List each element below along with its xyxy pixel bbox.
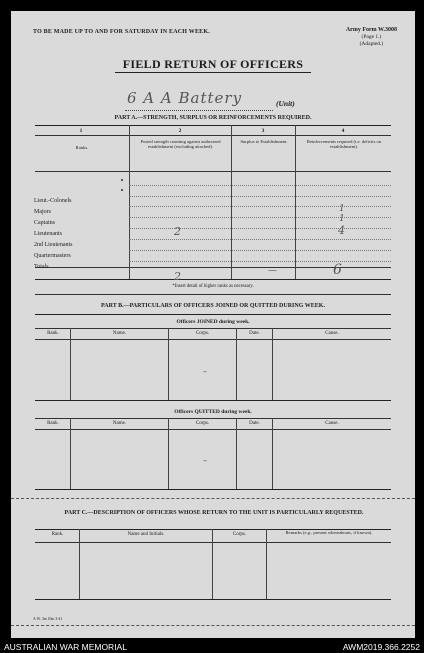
table-rule xyxy=(35,171,391,172)
form-page: (Page 1.) xyxy=(361,34,382,40)
col-corps: Corps. xyxy=(232,532,247,537)
part-b-heading: PART B.—PARTICULARS OF OFFICERS JOINED OR QUITTED DURING WEEK. xyxy=(101,303,325,309)
unit-label: (Unit) xyxy=(276,99,295,108)
table-rule xyxy=(35,429,391,430)
row-rule xyxy=(129,206,391,207)
table-rule xyxy=(35,135,391,136)
reinforcement-value: 4 xyxy=(338,224,345,237)
archive-caption-right: AWM2019.366.2252 xyxy=(342,642,420,652)
column-number: 3 xyxy=(261,128,265,134)
row-rule xyxy=(129,250,391,251)
table-rule xyxy=(35,125,391,126)
quitted-mark: – xyxy=(203,456,207,465)
column-divider xyxy=(236,418,237,489)
unit-handwritten: 6 A A Battery xyxy=(127,89,243,107)
unit-line xyxy=(125,110,273,111)
col-name-initials: Name and Initials. xyxy=(127,532,165,537)
column-header-reinforcements: Reinforcements required (i.e. deficits on establishment). xyxy=(306,139,382,150)
form-adapted: (Adapted.) xyxy=(359,41,384,47)
column-divider xyxy=(266,529,267,599)
column-divider xyxy=(231,125,232,279)
col-cause: Cause. xyxy=(325,421,339,426)
column-divider xyxy=(168,328,169,400)
column-divider xyxy=(236,328,237,400)
table-rule xyxy=(35,489,391,490)
asterisk-mark xyxy=(121,179,123,181)
rank-label: 2nd Lieutenants xyxy=(34,242,73,248)
joined-mark: – xyxy=(203,367,207,376)
form-name: Army Form W.3008 xyxy=(345,27,397,33)
col-name: Name. xyxy=(112,331,127,336)
rank-label: Lieutenants xyxy=(34,231,62,237)
column-divider xyxy=(168,418,169,489)
column-divider xyxy=(272,328,273,400)
rank-label: Majors xyxy=(34,209,51,215)
column-number: 1 xyxy=(79,128,83,134)
part-a-heading: PART A.—STRENGTH, SURPLUS OR REINFORCEMENTS REQUIRED. xyxy=(114,115,312,121)
col-rank: Rank. xyxy=(47,331,59,336)
reinforcement-value: 1 xyxy=(339,214,345,224)
col-rank: Rank. xyxy=(47,421,59,426)
table-rule xyxy=(35,279,391,280)
col-cause: Cause. xyxy=(325,331,339,336)
col-corps: Corps. xyxy=(195,331,210,336)
column-divider xyxy=(272,418,273,489)
row-rule xyxy=(129,239,391,240)
col-name: Name. xyxy=(112,421,127,426)
col-date: Date. xyxy=(249,331,260,336)
title-underline xyxy=(115,72,311,73)
archive-caption-left: AUSTRALIAN WAR MEMORIAL xyxy=(4,642,127,652)
part-c-heading: PART C.—DESCRIPTION OF OFFICERS WHOSE RETURN TO THE UNIT IS PARTICULARLY REQUESTED. xyxy=(64,510,364,516)
table-rule xyxy=(35,328,391,329)
column-header-ranks: Ranks. xyxy=(75,145,89,150)
table-rule xyxy=(35,314,391,315)
table-rule xyxy=(35,542,391,543)
rank-label: Captains xyxy=(34,220,55,226)
col-rank: Rank. xyxy=(51,532,64,537)
table-rule xyxy=(35,339,391,340)
row-rule xyxy=(129,185,391,186)
rank-label: Quartermasters xyxy=(34,253,71,259)
column-number: 4 xyxy=(341,128,345,134)
row-rule xyxy=(129,196,391,197)
column-divider xyxy=(212,529,213,599)
asterisk-mark xyxy=(121,189,123,191)
page-title: FIELD RETURN OF OFFICERS xyxy=(122,57,304,71)
totals-label: Totals xyxy=(34,264,49,270)
quitted-title: Officers QUITTED during week. xyxy=(174,409,252,415)
column-divider xyxy=(129,125,130,279)
column-divider xyxy=(79,529,80,599)
perforation-line xyxy=(11,625,415,626)
col-remarks: Remarks (e.g., present whereabouts, if known). xyxy=(285,530,373,535)
table-rule xyxy=(35,400,391,401)
table-rule xyxy=(35,599,391,600)
form-code: A.W. 3m 10m 3-41 xyxy=(33,617,63,621)
rank-label: Lieut.-Colonels xyxy=(34,198,72,204)
header-instruction: TO BE MADE UP TO AND FOR SATURDAY IN EACH WEEK. xyxy=(33,29,210,35)
column-header-strength: Posted strength counting against authorized establishment (excluding attached). xyxy=(140,139,221,150)
footnote: *Insert detail of higher ranks as necessary. xyxy=(172,284,254,289)
column-number: 2 xyxy=(178,128,182,134)
totals-strength: 2 xyxy=(174,270,181,283)
column-divider xyxy=(70,418,71,489)
form-page xyxy=(11,11,415,638)
column-divider xyxy=(295,125,296,279)
perforation-line xyxy=(11,498,415,499)
strength-value: 2 xyxy=(174,225,181,238)
col-date: Date. xyxy=(249,421,260,426)
reinforcement-value: 1 xyxy=(339,204,345,214)
col-corps: Corps. xyxy=(195,421,210,426)
row-rule xyxy=(129,228,391,229)
row-rule xyxy=(129,217,391,218)
column-header-surplus: Surplus to Establishment. xyxy=(240,139,288,144)
row-rule xyxy=(129,261,391,262)
table-rule xyxy=(35,418,391,419)
column-divider xyxy=(70,328,71,400)
totals-surplus: — xyxy=(268,266,277,276)
form-number-block xyxy=(346,27,397,48)
totals-reinforcements: 6 xyxy=(333,262,342,278)
joined-title: Officers JOINED during week. xyxy=(176,319,250,325)
table-rule xyxy=(35,294,391,295)
